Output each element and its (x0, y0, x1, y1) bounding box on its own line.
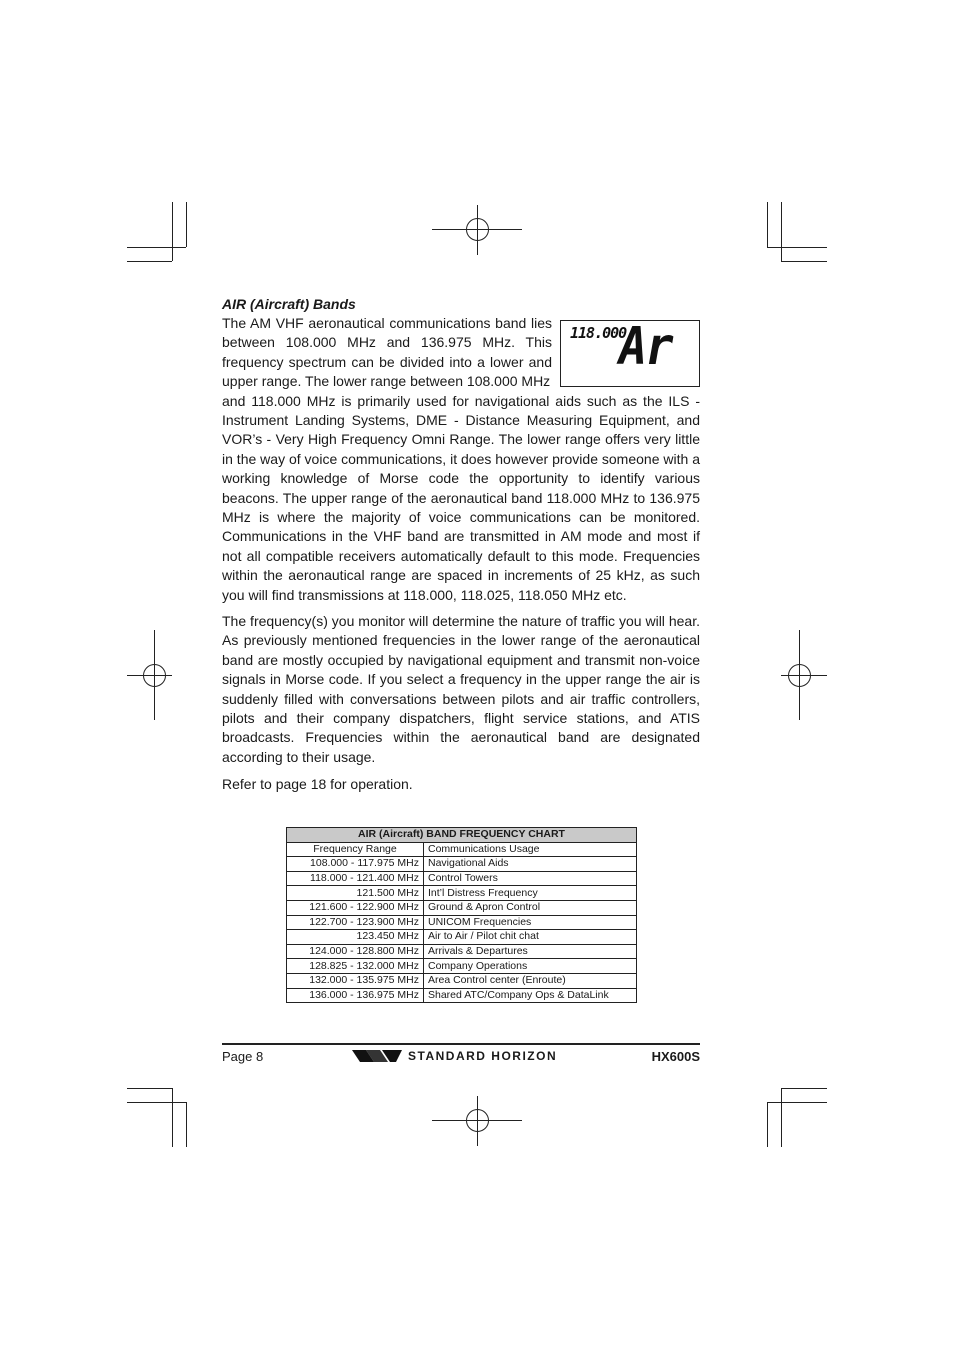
frequency-range: 124.000 - 128.800 MHz (287, 944, 424, 959)
table-row (287, 857, 637, 872)
table-row (287, 944, 637, 959)
lcd-frequency: 118.000 (570, 324, 627, 342)
frequency-range: 108.000 - 117.975 MHz (287, 857, 424, 872)
chart-title-row (287, 828, 637, 843)
usage: Arrivals & Departures (424, 944, 637, 959)
frequency-range: 132.000 - 135.975 MHz (287, 973, 424, 988)
frequency-range: 118.000 - 121.400 MHz (287, 871, 424, 886)
table-row (287, 959, 637, 974)
frequency-range: 128.825 - 132.000 MHz (287, 959, 424, 974)
usage: Int’l Distress Frequency (424, 886, 637, 901)
chart-header-row (287, 842, 637, 857)
footer-rule (222, 1043, 700, 1045)
lcd-mode: Ar (619, 317, 672, 377)
brand-mark-icon (352, 1048, 404, 1064)
usage: Ground & Apron Control (424, 900, 637, 915)
frequency-range: 123.450 MHz (287, 930, 424, 945)
usage: Navigational Aids (424, 857, 637, 872)
table-row (287, 973, 637, 988)
usage: Company Operations (424, 959, 637, 974)
table-row (287, 930, 637, 945)
table-row (287, 915, 637, 930)
frequency-range: 121.500 MHz (287, 886, 424, 901)
usage: Control Towers (424, 871, 637, 886)
usage: Air to Air / Pilot chit chat (424, 930, 637, 945)
frequency-range: 122.700 - 123.900 MHz (287, 915, 424, 930)
usage: Area Control center (Enroute) (424, 973, 637, 988)
table-row (287, 988, 637, 1003)
paragraph-traffic: The frequency(s) you monitor will determine the nature of traffic you will hear. As previously mentioned frequencies in the lower range of the aeronautical band are mostly occupied by navigational equipment and transmit non-voice signals in Morse code. If you select a frequency in the upper range the air is suddenly filled with conversations between pilots and air traffic controllers, pilots and their company dispatchers, flight service stations, and ATIS broadcasts. Frequencies within the aeronautical band are designated according to their usage. (222, 613, 700, 765)
column-header-range: Frequency Range (287, 842, 424, 857)
paragraph-reference: Refer to page 18 for operation. (222, 776, 413, 792)
paragraph-intro: The AM VHF aeronautical communications band lies between 108.000 MHz and 136.975 MHz. This frequency spectrum can be divided into a lower and upper range. The lower range between 108.000 MHz (222, 315, 552, 390)
column-header-usage: Communications Usage (424, 842, 637, 857)
usage: UNICOM Frequencies (424, 915, 637, 930)
table-row (287, 871, 637, 886)
frequency-range: 121.600 - 122.900 MHz (287, 900, 424, 915)
section-title: AIR (Aircraft) Bands (222, 296, 356, 312)
frequency-chart (286, 827, 637, 1003)
lcd-display (560, 317, 700, 387)
page-number: Page 8 (222, 1049, 264, 1064)
paragraph-intro-continued: and 118.000 MHz is primarily used for navigational aids such as the ILS - Instrument Landing Systems, DME - Distance Measuring Equipment, and VOR’s - Very High Frequency Omni Range. The lower range offers very little in the way of voice communications, it does however provide someone with a working knowledge of Morse code the opportunity to identify various beacons. The upper range of the aeronautical band 118.000 MHz to 136.975 MHz is where the majority of voice communications can be monitored. Communications in the VHF band are transmitted in AM mode and most if not all compatible receivers automatically default to this mode. Frequencies within the aeronautical range are spaced in increments of 25 kHz, as such you will find transmissions at 118.000, 118.025, 118.050 MHz etc. (222, 392, 700, 603)
table-row (287, 886, 637, 901)
model-number: HX600S (651, 1049, 700, 1064)
frequency-range: 136.000 - 136.975 MHz (287, 988, 424, 1003)
table-row (287, 900, 637, 915)
chart-title: AIR (Aircraft) BAND FREQUENCY CHART (287, 828, 637, 843)
brand-logo (352, 1047, 557, 1065)
brand-name: STANDARD HORIZON (408, 1049, 558, 1063)
usage: Shared ATC/Company Ops & DataLink (424, 988, 637, 1003)
